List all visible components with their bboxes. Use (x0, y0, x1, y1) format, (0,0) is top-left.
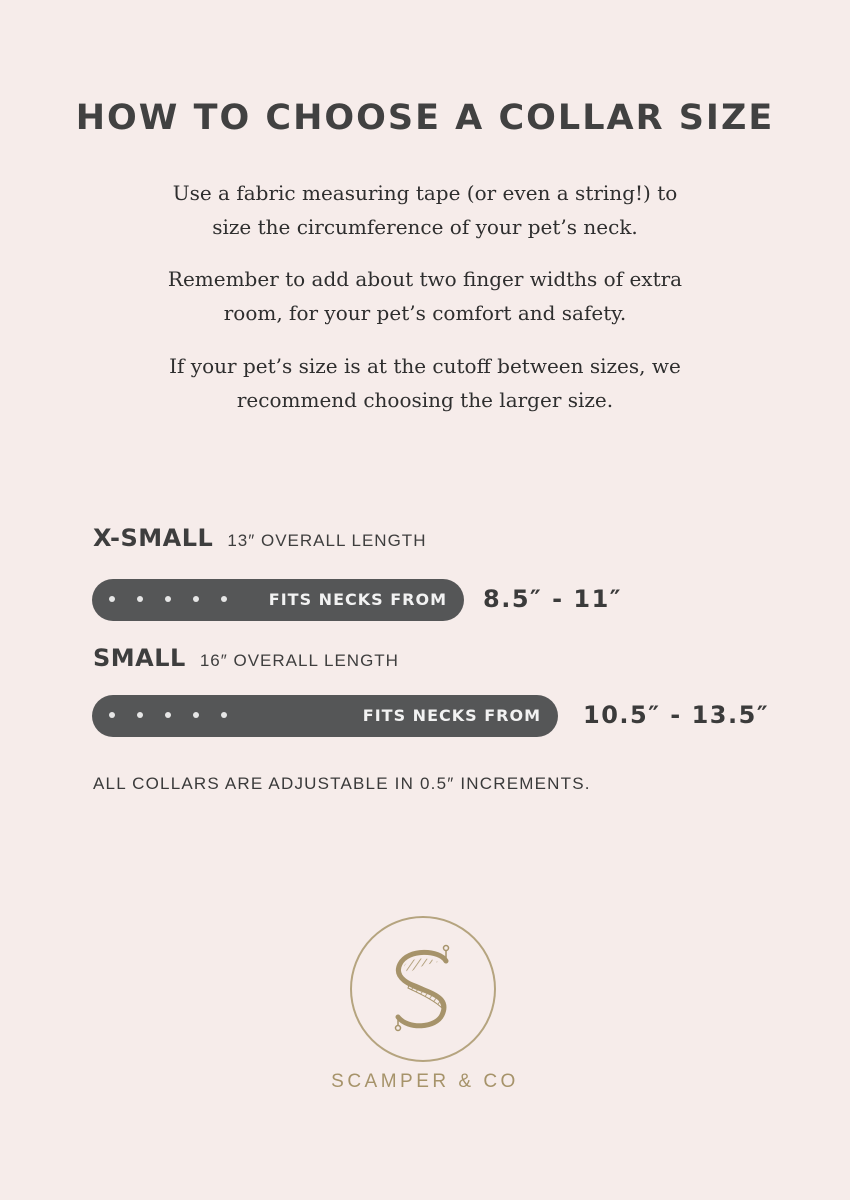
instruction-extra-room (0, 262, 850, 330)
collar-holes (109, 712, 227, 718)
neck-range-xsmall: 8.5″ - 11″ (483, 585, 623, 613)
collar-hole (165, 712, 171, 718)
size-heading-xsmall (93, 524, 426, 552)
collar-hole (221, 596, 227, 602)
neck-range-small: 10.5″ - 13.5″ (583, 701, 770, 729)
instruction-line: recommend choosing the larger size. (236, 388, 614, 412)
collar-hole (193, 596, 199, 602)
collar-hole (137, 596, 143, 602)
collar-hole (109, 596, 115, 602)
collar-illustration-small (92, 695, 558, 737)
instruction-line: If your pet’s size is at the cutoff between sizes, we (169, 354, 681, 378)
instruction-line: Remember to add about two finger widths of extra (167, 267, 683, 291)
instruction-cutoff (0, 349, 850, 417)
collar-hole (193, 712, 199, 718)
monogram-s-circle-icon (348, 914, 498, 1064)
size-heading-small (93, 644, 399, 672)
instruction-line: room, for your pet’s comfort and safety. (223, 301, 627, 325)
fits-label: FITS NECKS FROM (362, 706, 541, 725)
instruction-line: Use a fabric measuring tape (or even a string!) to (172, 181, 678, 205)
instruction-line: size the circumference of your pet’s neck. (212, 215, 638, 239)
overall-length: 13″ OVERALL LENGTH (227, 531, 427, 550)
collar-holes (109, 596, 227, 602)
collar-illustration-xsmall (92, 579, 464, 621)
size-name: SMALL (93, 644, 186, 672)
brand-name: SCAMPER & CO (331, 1071, 519, 1092)
size-name: X-SMALL (93, 524, 214, 552)
adjustable-note: ALL COLLARS ARE ADJUSTABLE IN 0.5″ INCREMENTS. (93, 774, 591, 793)
fits-label: FITS NECKS FROM (268, 590, 447, 609)
collar-hole (221, 712, 227, 718)
collar-hole (109, 712, 115, 718)
overall-length: 16″ OVERALL LENGTH (199, 651, 399, 670)
collar-hole (137, 712, 143, 718)
page-title: HOW TO CHOOSE A COLLAR SIZE (75, 98, 775, 138)
collar-hole (165, 596, 171, 602)
instruction-measure (0, 176, 850, 244)
